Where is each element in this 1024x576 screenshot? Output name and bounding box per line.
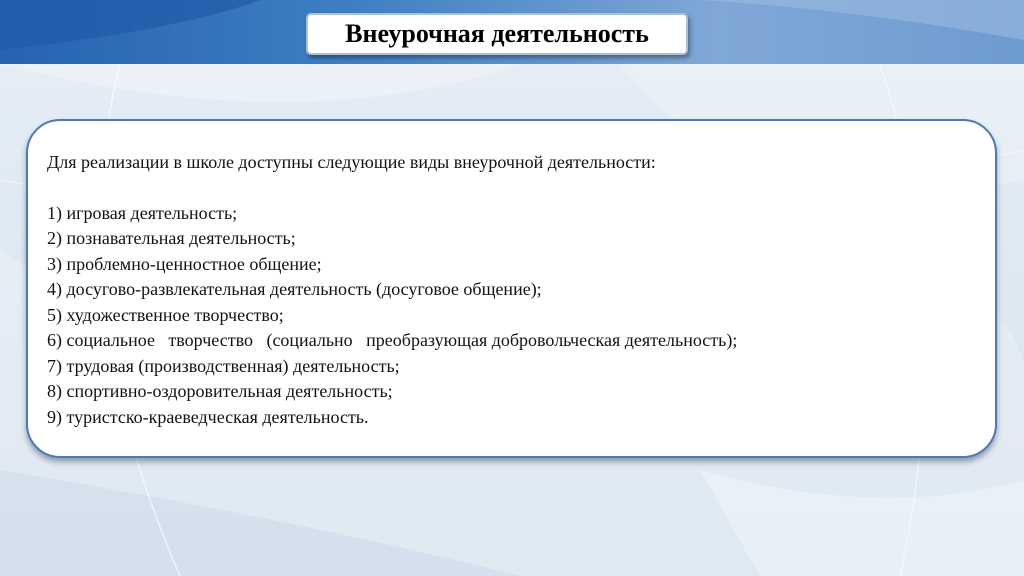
activity-list (47, 201, 947, 431)
list-item: 8) спортивно-оздоровительная деятельность; (47, 381, 393, 401)
list-item: 1) игровая деятельность; (47, 202, 238, 223)
slide-title: Внеурочная деятельность (345, 19, 649, 48)
list-item: 9) туристско-краеведческая деятельность. (47, 406, 369, 427)
list-item: 6) социальное творчество (социально преобразующая добровольческая деятельность); (47, 330, 738, 350)
intro-paragraph: Для реализации в школе доступны следующие виды внеурочной деятельности: (47, 152, 656, 172)
list-item: 7) трудовая (производственная) деятельность; (47, 355, 400, 376)
list-item: 3) проблемно-ценностное общение; (47, 253, 322, 274)
list-item: 5) художественное творчество; (47, 304, 284, 325)
list-item: 2) познавательная деятельность; (47, 228, 296, 248)
title-box (306, 13, 688, 55)
content-text (47, 150, 947, 430)
list-item: 4) досугово-развлекательная деятельность (досуговое общение); (47, 279, 542, 299)
